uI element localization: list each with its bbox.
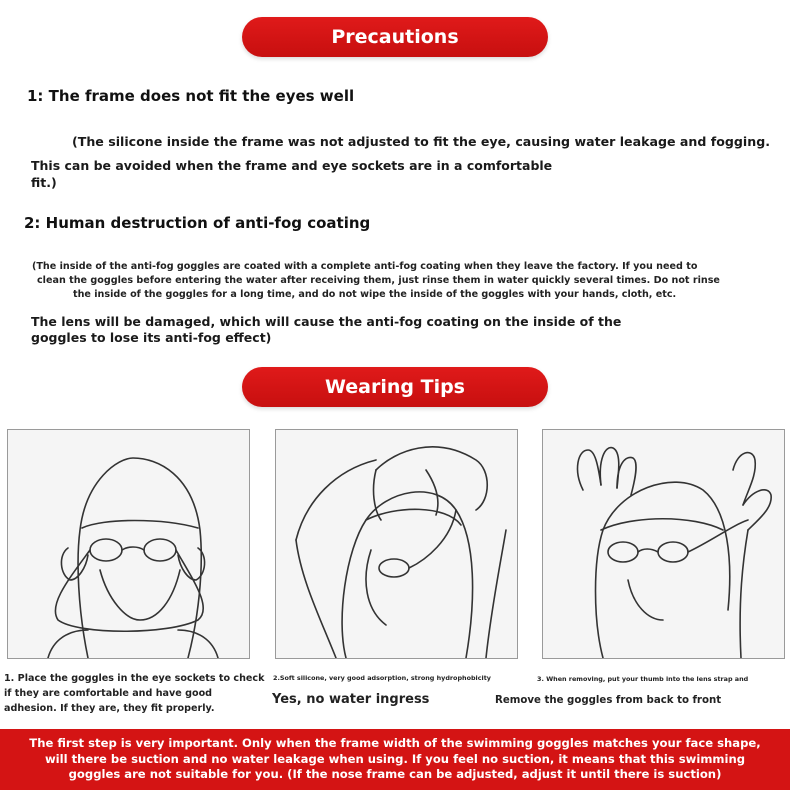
- wearing-tips-title-banner: [242, 367, 548, 407]
- footer-line-2: will there be suction and no water leakage when using. If you feel no suction, it means that this swimming: [44, 751, 746, 766]
- step-2-caption-small: 2.Soft silicone, very good adsorption, strong hydrophobicity: [273, 674, 491, 682]
- step-1-caption-line-1: 1. Place the goggles in the eye sockets to check: [4, 673, 265, 684]
- step-2-illustration: [275, 429, 518, 659]
- precaution-2-body-line-1: The lens will be damaged, which will cause the anti-fog coating on the inside of the: [31, 314, 622, 329]
- precaution-2-note-line-2: clean the goggles before entering the water after receiving them, just rinse them in water quickly several times. Do not rinse: [37, 275, 720, 286]
- precaution-1-body-line-1: This can be avoided when the frame and eye sockets are in a comfortable: [31, 158, 553, 173]
- precautions-title: Precautions: [331, 26, 459, 48]
- step-1-caption-line-2: if they are comfortable and have good: [4, 688, 213, 699]
- precaution-2-note-line-1: (The inside of the anti-fog goggles are coated with a complete anti-fog coating when they leave the factory. If you need to: [32, 261, 698, 272]
- precaution-1-body-line-2: fit.): [31, 175, 57, 190]
- precaution-2-note-line-3: the inside of the goggles for a long time, and do not wipe the inside of the goggles with your hands, cloth, etc.: [73, 289, 677, 300]
- footer-warning-banner: [0, 729, 790, 790]
- step-3-caption-large: Remove the goggles from back to front: [495, 695, 722, 706]
- footer-line-3: goggles are not suitable for you. (If the nose frame can be adjusted, adjust it until there is suction): [68, 767, 722, 782]
- step-1-caption: [4, 671, 264, 716]
- step-2-caption-large: Yes, no water ingress: [272, 692, 430, 707]
- precautions-title-banner: [242, 17, 548, 57]
- footer-line-1: The first step is very important. Only when the frame width of the swimming goggles matches your face shape,: [29, 736, 761, 751]
- precaution-1-note: (The silicone inside the frame was not adjusted to fit the eye, causing water leakage and fogging.: [72, 134, 771, 149]
- precaution-2-body-line-2: goggles to lose its anti-fog effect): [31, 330, 272, 345]
- precaution-1-heading: 1: The frame does not fit the eyes well: [27, 87, 355, 105]
- step-1-caption-line-3: adhesion. If they are, they fit properly.: [4, 703, 215, 714]
- precaution-2-heading: 2: Human destruction of anti-fog coating: [24, 214, 371, 232]
- step-3-caption-small: 3. When removing, put your thumb into the lens strap and: [537, 675, 749, 683]
- step-3-illustration: [542, 429, 785, 659]
- person-pulling-strap-icon: [276, 430, 517, 658]
- person-removing-goggles-icon: [543, 430, 784, 658]
- person-fitting-goggles-icon: [8, 430, 249, 658]
- wearing-tips-title: Wearing Tips: [325, 376, 465, 398]
- step-1-illustration: [7, 429, 250, 659]
